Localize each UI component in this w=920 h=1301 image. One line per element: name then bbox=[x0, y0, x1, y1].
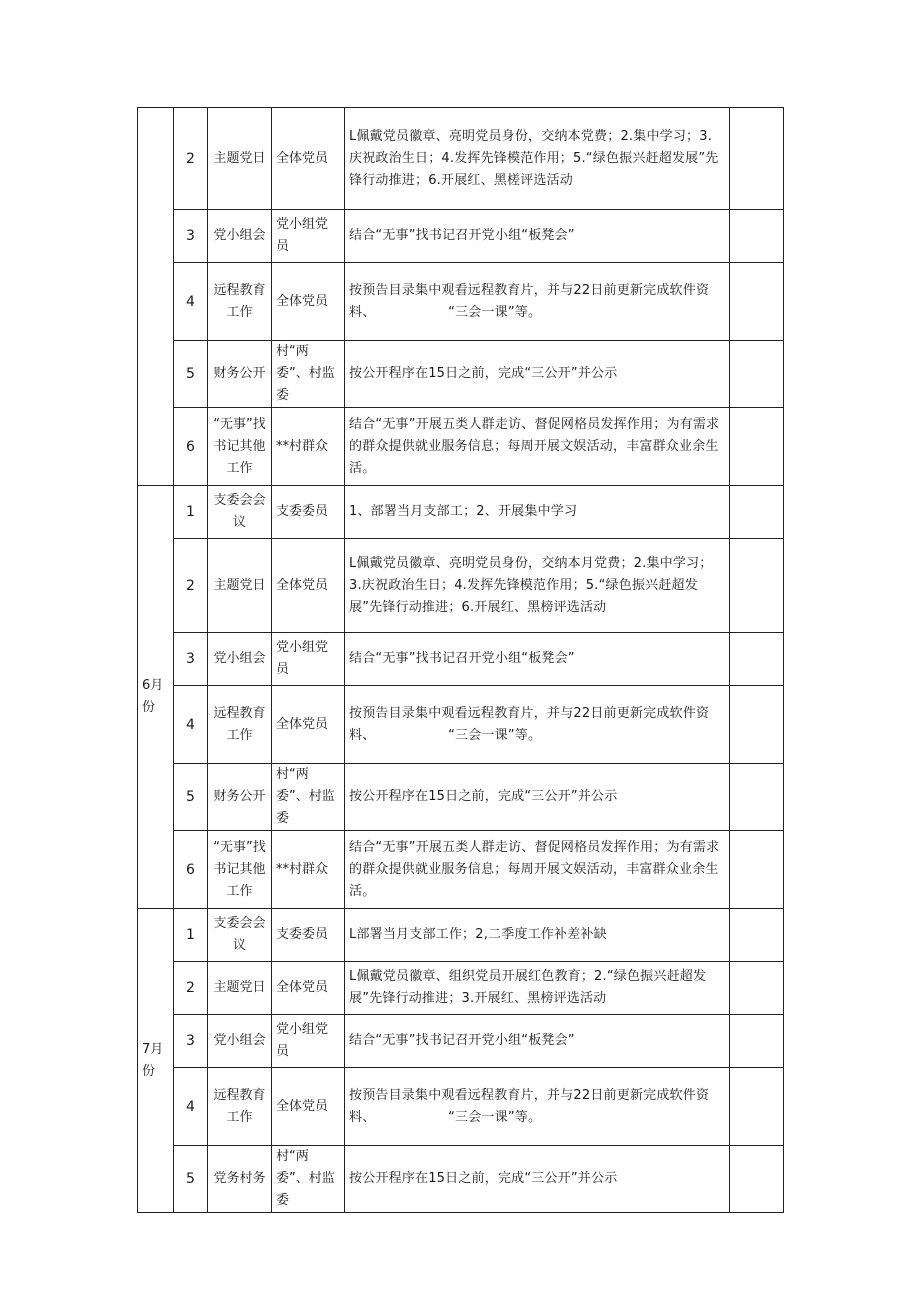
table-row bbox=[138, 210, 784, 263]
remarks-cell bbox=[730, 1068, 784, 1146]
table-row bbox=[138, 341, 784, 408]
work-item: “无事”找书记其他工作 bbox=[208, 831, 272, 909]
work-item: “无事”找书记其他工作 bbox=[208, 408, 272, 486]
participants: 支委委员 bbox=[272, 486, 345, 539]
table-row bbox=[138, 539, 784, 633]
table-row bbox=[138, 263, 784, 341]
month-cell: 7月份 bbox=[138, 909, 174, 1213]
remarks-cell bbox=[730, 1015, 784, 1068]
work-item: 远程教育工作 bbox=[208, 263, 272, 341]
monthly-work-plan-table bbox=[137, 107, 784, 1213]
remarks-cell bbox=[730, 486, 784, 539]
row-number: 4 bbox=[174, 263, 208, 341]
work-item: 支委会会议 bbox=[208, 486, 272, 539]
row-number: 1 bbox=[174, 486, 208, 539]
participants: 全体党员 bbox=[272, 539, 345, 633]
work-content: 结合“无事”找书记召开党小组“板凳会” bbox=[345, 1015, 730, 1068]
table-row bbox=[138, 1068, 784, 1146]
table-row bbox=[138, 764, 784, 831]
participants: 全体党员 bbox=[272, 962, 345, 1015]
row-number: 1 bbox=[174, 909, 208, 962]
table-row bbox=[138, 1146, 784, 1213]
participants: 全体党员 bbox=[272, 1068, 345, 1146]
work-content: L部署当月支部工作；2,二季度工作补差补缺 bbox=[345, 909, 730, 962]
row-number: 3 bbox=[174, 1015, 208, 1068]
participants: 村“两委”、村监委 bbox=[272, 1146, 345, 1213]
work-content: 结合“无事”找书记召开党小组“板凳会” bbox=[345, 633, 730, 686]
participants: 全体党员 bbox=[272, 108, 345, 210]
work-item: 财务公开 bbox=[208, 341, 272, 408]
row-number: 6 bbox=[174, 408, 208, 486]
participants: **村群众 bbox=[272, 408, 345, 486]
participants: 全体党员 bbox=[272, 686, 345, 764]
work-content: 按公开程序在15日之前，完成“三公开”并公示 bbox=[345, 1146, 730, 1213]
work-item: 党小组会 bbox=[208, 210, 272, 263]
work-item: 主题党日 bbox=[208, 962, 272, 1015]
table-row bbox=[138, 486, 784, 539]
row-number: 6 bbox=[174, 831, 208, 909]
work-content: 结合“无事”开展五类人群走访、督促网格员发挥作用；为有需求的群众提供就业服务信息；每周开展文娱活动，丰富群众业余生活。 bbox=[345, 831, 730, 909]
participants: 党小组党员 bbox=[272, 210, 345, 263]
work-content: L佩戴党员徽章、亮明党员身份，交纳本月党费；2.集中学习；3.庆祝政治生日；4.发挥先锋模范作用；5.“绿色振兴赶超发展”先锋行动推进；6.开展红、黑榜评选活动 bbox=[345, 539, 730, 633]
work-content: L佩戴党员徽章、亮明党员身份，交纳本党费；2.集中学习；3.庆祝政治生日；4.发挥先锋模范作用；5.“绿色振兴赶超发展”先锋行动推进；6.开展红、黑槎评选活动 bbox=[345, 108, 730, 210]
work-content: 结合“无事”开展五类人群走访、督促网格员发挥作用；为有需求的群众提供就业服务信息；每周开展文娱活动，丰富群众业余生活。 bbox=[345, 408, 730, 486]
row-number: 3 bbox=[174, 210, 208, 263]
remarks-cell bbox=[730, 764, 784, 831]
table-row bbox=[138, 962, 784, 1015]
table-row bbox=[138, 831, 784, 909]
table-row bbox=[138, 686, 784, 764]
table-row bbox=[138, 1015, 784, 1068]
remarks-cell bbox=[730, 108, 784, 210]
participants: 村“两委”、村监委 bbox=[272, 764, 345, 831]
remarks-cell bbox=[730, 686, 784, 764]
work-content: 结合“无事”找书记召开党小组“板凳会” bbox=[345, 210, 730, 263]
table-row bbox=[138, 408, 784, 486]
remarks-cell bbox=[730, 909, 784, 962]
remarks-cell bbox=[730, 341, 784, 408]
row-number: 5 bbox=[174, 341, 208, 408]
work-content: 按公开程序在15日之前，完成“三公开”并公示 bbox=[345, 764, 730, 831]
work-content: 1、部署当月支部工；2、开展集中学习 bbox=[345, 486, 730, 539]
work-item: 党小组会 bbox=[208, 1015, 272, 1068]
work-item: 财务公开 bbox=[208, 764, 272, 831]
table-row bbox=[138, 108, 784, 210]
participants: 党小组党员 bbox=[272, 1015, 345, 1068]
participants: 村“两委”、村监委 bbox=[272, 341, 345, 408]
work-content: 按预告目录集中观看远程教育片，并与22日前更新完成软件资料、 “三会一课”等。 bbox=[345, 1068, 730, 1146]
participants: 支委委员 bbox=[272, 909, 345, 962]
row-number: 4 bbox=[174, 686, 208, 764]
remarks-cell bbox=[730, 263, 784, 341]
work-item: 主题党日 bbox=[208, 539, 272, 633]
row-number: 3 bbox=[174, 633, 208, 686]
row-number: 4 bbox=[174, 1068, 208, 1146]
row-number: 2 bbox=[174, 539, 208, 633]
remarks-cell bbox=[730, 633, 784, 686]
table-row bbox=[138, 909, 784, 962]
work-item: 党务村务 bbox=[208, 1146, 272, 1213]
row-number: 2 bbox=[174, 108, 208, 210]
remarks-cell bbox=[730, 539, 784, 633]
row-number: 5 bbox=[174, 1146, 208, 1213]
work-item: 主题党日 bbox=[208, 108, 272, 210]
month-cell bbox=[138, 108, 174, 486]
work-item: 远程教育工作 bbox=[208, 686, 272, 764]
participants: **村群众 bbox=[272, 831, 345, 909]
remarks-cell bbox=[730, 962, 784, 1015]
work-content: 按公开程序在15日之前，完成“三公开”并公示 bbox=[345, 341, 730, 408]
work-content: L佩戴党员徽章、组织党员开展红色教育；2.“绿色振兴赶超发展”先锋行动推进；3.开展红、黑榜评选活动 bbox=[345, 962, 730, 1015]
work-item: 远程教育工作 bbox=[208, 1068, 272, 1146]
remarks-cell bbox=[730, 210, 784, 263]
remarks-cell bbox=[730, 408, 784, 486]
table-row bbox=[138, 633, 784, 686]
remarks-cell bbox=[730, 831, 784, 909]
remarks-cell bbox=[730, 1146, 784, 1213]
work-item: 党小组会 bbox=[208, 633, 272, 686]
work-content: 按预告目录集中观看远程教育片，并与22日前更新完成软件资料、 “三会一课”等。 bbox=[345, 686, 730, 764]
participants: 全体党员 bbox=[272, 263, 345, 341]
row-number: 5 bbox=[174, 764, 208, 831]
month-cell: 6月份 bbox=[138, 486, 174, 909]
participants: 党小组党员 bbox=[272, 633, 345, 686]
row-number: 2 bbox=[174, 962, 208, 1015]
work-content: 按预告目录集中观看远程教育片，并与22日前更新完成软件资料、 “三会一课”等。 bbox=[345, 263, 730, 341]
work-item: 支委会会议 bbox=[208, 909, 272, 962]
